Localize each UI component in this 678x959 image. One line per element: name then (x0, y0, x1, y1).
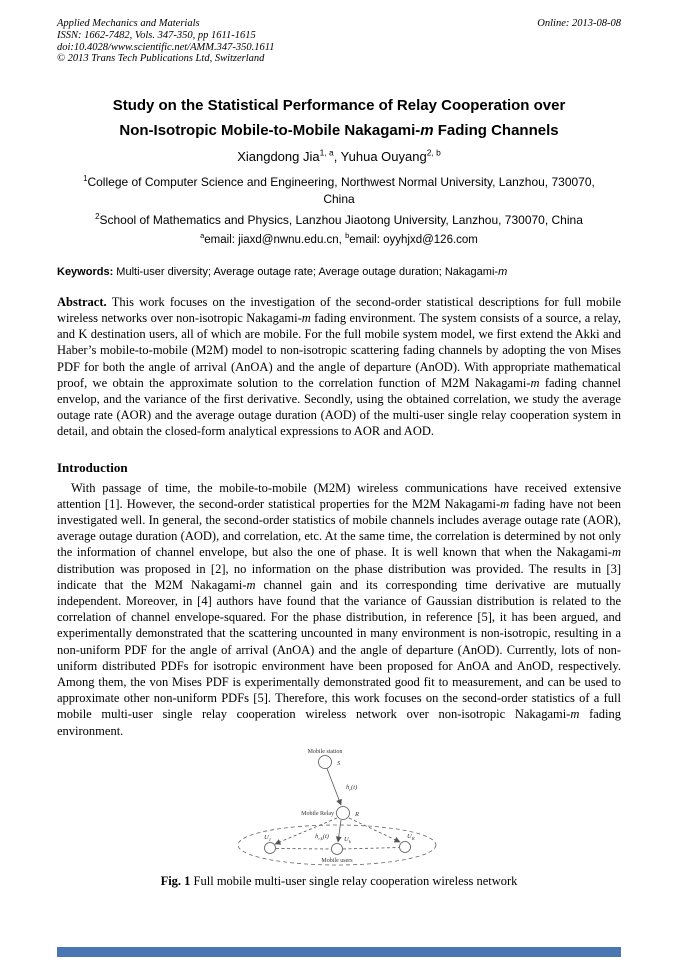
journal-header-left (57, 18, 274, 65)
source-relay-link (327, 768, 341, 805)
user1-userk-line (276, 848, 331, 849)
affiliation-1: $^1$College of Computer Science and Engineering, Northwest Normal University, Lanzhou, 730070, China (83, 174, 595, 206)
journal-title: Applied Mechanics and Materials (57, 18, 200, 29)
relay-symbol: R (355, 810, 359, 818)
journal-copyright: © 2013 Trans Tech Publications Ltd, Switzerland (57, 53, 265, 65)
relay-user-gain-label: $h_{r,k}(t)$ (315, 832, 329, 841)
mobile-station-label: Mobile station (307, 748, 343, 755)
introduction-paragraph: With passage of time, the mobile-to-mobile (M2M) wireless communications have received extensive attention [1]. However, the second-order statistical properties for the M2M Nakagami-m fading have not been investigated well. In general, the second-order statistics of mobile channels includes average outage rate (AOR), average outage duration (AOD), and correlation, etc. At the same time, the correlation is determined by not only the information of channel envelope, but also the one of phase. It is well known that when the Nakagami-m distribution was proposed in [2], no information on the phase distribution was provided. The results in [3] indicate that the M2M Nakagami-m channel gain and its corresponding time derivative are mutually independent. Moreover, in [4] authors have found that the variance of Gaussian distribution is related to the correlation of channel envelope-squared. For the phase distribution, in reference [5], it has been argued, and experimentally demonstrated that the scattering uncounted in many environment is non-isotropic, resulting in a non-uniform PDF for the angle of arrival (AnOA) and the angle of departure (AnOD). Currently, lots of non-uniform distributed PDFs for isotropic environment have been proposed for AnOA and AnOD, respectively. Among them, the von Mises PDF is experimentally demonstrated good fit to measurement, and can be used to approximate other non-uniform PDFs [5]. Therefore, this work focuses on the second-order statistics of a full mobile multi-user single relay cooperation wireless network over non-isotropic Nakagami-m fading environment. (57, 480, 622, 738)
paper-title-line1: Study on the Statistical Performance of Relay Cooperation over (112, 97, 566, 115)
online-date: Online: 2013-08-08 (537, 18, 621, 29)
userK-node (400, 841, 411, 852)
journal-header (57, 18, 621, 65)
relay-node (337, 806, 350, 819)
paper-title-line2: Non-Isotropic Mobile-to-Mobile Nakagami-m Fading Channels (119, 122, 559, 140)
relay-user1-link (275, 818, 337, 844)
authors-line: Xiangdong Jia$^{1, a}$, Yuhua Ouyang$^{2, b}$ (237, 147, 441, 165)
keywords-line: Keywords: Multi-user diversity; Average outage rate; Average outage duration; Nakagami-m (57, 265, 508, 278)
footer-bar (57, 947, 621, 957)
emails-line: $^a$email: jiaxd@nwnu.edu.cn, $^b$email: oyyhjxd@126.com (200, 230, 478, 246)
source-relay-gain-label: $h_r(t)$ (346, 783, 358, 792)
userk-node (332, 843, 343, 854)
paper-title (65, 93, 613, 143)
journal-issn: ISSN: 1662-7482, Vols. 347-350, pp 1611-1615 (57, 29, 256, 41)
affiliation-2: $^2$School of Mathematics and Physics, Lanzhou Jiaotong University, Lanzhou, 730070, China (95, 212, 583, 228)
figure-1 (57, 745, 621, 889)
section-heading-introduction: Introduction (57, 459, 128, 475)
mobile-users-label: Mobile users (321, 857, 353, 864)
relay-userK-link (349, 818, 400, 842)
figure-caption: Fig. 1 Full mobile multi-user single relay cooperation wireless network (160, 873, 518, 888)
user1-symbol: $U_1$ (264, 833, 271, 842)
source-node (319, 755, 332, 768)
abstract-paragraph: Abstract. This work focuses on the investigation of the second-order statistical descriptions for full mobile wireless networks over non-isotropic Nakagami-m fading environment. The system consists of a source, a relay, and K destination users, all of which are mobile. For the full mobile system model, we first extend the Akki and Haber’s mobile-to-mobile (M2M) model to non-isotropic scattering fading channels by adopting the von Mises PDF for both the angle of arrival (AnOA) and the angle of departure (AnOD). With appropriate mathematical proof, we obtain the approximate solution to the correlation function of M2M Nakagami-m fading channel envelop, and the variance of the first derivative. Secondly, using the obtained correlation, we study the average outage rate (AOR) and the average outage duration (AOD) of the multi-user single relay cooperation system in detail, and obtain the closed-form analytical expressions to AOR and AOD. (57, 294, 622, 439)
mobile-relay-label: Mobile Relay (301, 810, 334, 817)
journal-doi: doi:10.4028/www.scientific.net/AMM.347-350.1611 (57, 41, 275, 53)
userk-userK-line (343, 847, 399, 849)
user1-node (265, 842, 276, 853)
source-symbol: S (337, 759, 341, 767)
userk-symbol: $U_k$ (344, 835, 351, 844)
userK-symbol: $U_K$ (407, 832, 415, 841)
relay-userk-link (338, 820, 341, 842)
network-diagram (234, 745, 444, 867)
